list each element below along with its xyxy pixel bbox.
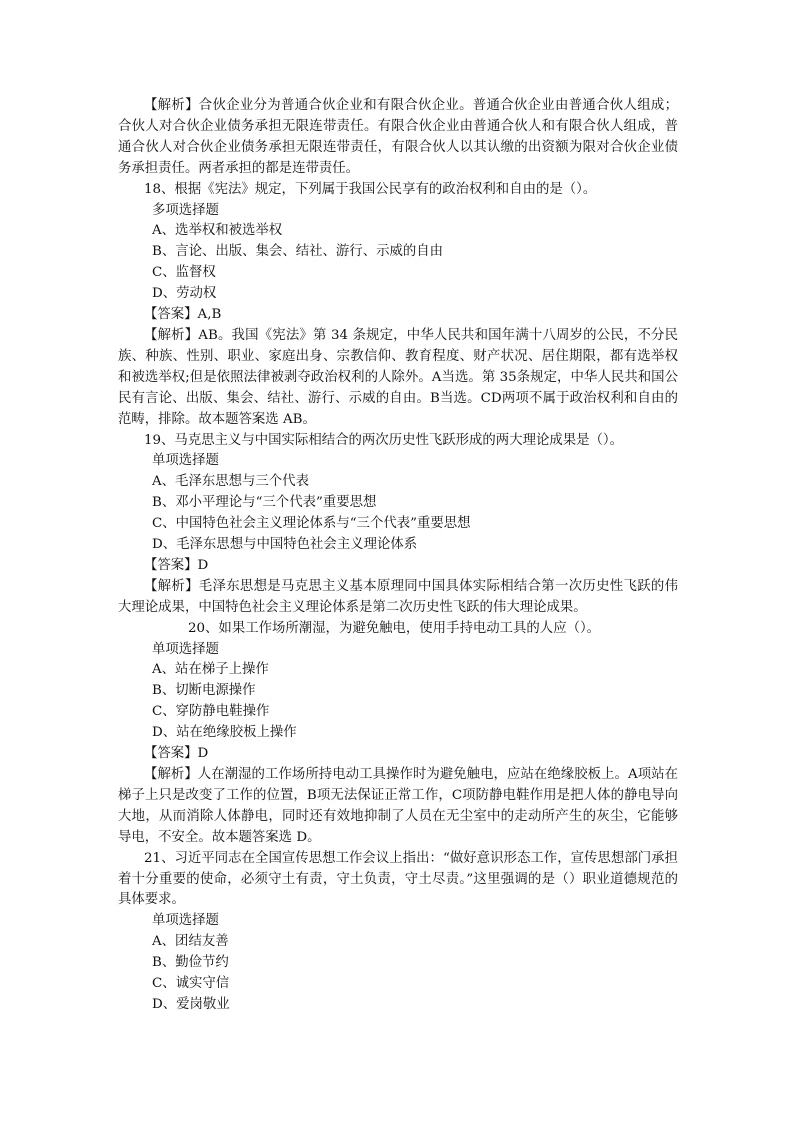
option-20-c: C、穿防静电鞋操作 — [152, 704, 270, 720]
option-18-a: A、选举权和被选举权 — [152, 223, 283, 239]
analysis-19: 【解析】毛泽东思想是马克思主义基本原理同中国具体实际相结合第一次历史性飞跃的伟大理论成果，中国特色社会主义理论体系是第二次历史性飞跃的伟大理论成果。 — [118, 578, 678, 615]
option-18-b: B、言论、出版、集会、结社、游行、示威的自由 — [152, 244, 444, 260]
option-21-a: A、团结友善 — [152, 934, 229, 950]
answer-20: 【答案】D — [144, 746, 209, 762]
analysis-paragraph-17: 【解析】合伙企业分为普通合伙企业和有限合伙企业。普通合伙企业由普通合伙人组成；合伙人对合伙企业债务承担无限连带责任。有限合伙企业由普通合伙人和有限合伙人组成，普通合伙人对合伙企业债务承担无限连带责任，有限合伙人以其认缴的出资额为限对合伙企业债务承担责任。两者承担的都是连带责任。 — [118, 98, 678, 176]
question-type-21: 单项选择题 — [152, 913, 219, 929]
option-21-d: D、爱岗敬业 — [152, 996, 230, 1012]
option-18-d: D、劳动权 — [152, 286, 217, 302]
option-20-b: B、切断电源操作 — [152, 683, 256, 699]
document-body — [118, 96, 678, 1016]
option-18-c: C、监督权 — [152, 265, 216, 281]
analysis-18: 【解析】AB。我国《宪法》第 34 条规定，中华人民共和国年满十八周岁的公民，不分民族、种族、性别、职业、家庭出身、宗教信仰、教育程度、财产状况、居住期限，都有选举权和被选举权;但是依照法律被剥夺政治权利的人除外。A当选。第 35条规定，中华人民共和国公民有言论、出版、集会、结社、游行、示威的自由。B当选。CD两项不属于政治权利和自由的范畴，排除。故本题答案选 AB。 — [118, 327, 678, 427]
option-19-b: B、邓小平理论与“三个代表”重要思想 — [152, 495, 377, 511]
question-21: 21、习近平同志在全国宣传思想工作会议上指出：“做好意识形态工作，宣传思想部门承担着十分重要的使命，必须守土有责，守土负责，守土尽责。”这里强调的是（）职业道德规范的具体要求。 — [118, 850, 678, 908]
option-20-a: A、站在梯子上操作 — [152, 662, 269, 678]
question-type-19: 单项选择题 — [152, 453, 219, 469]
question-18: 18、根据《宪法》规定，下列属于我国公民享有的政治权利和自由的是（）。 — [144, 181, 597, 197]
question-type-18: 多项选择题 — [152, 202, 219, 218]
question-19: 19、马克思主义与中国实际相结合的两次历史性飞跃形成的两大理论成果是（）。 — [144, 432, 624, 448]
option-21-b: B、勤俭节约 — [152, 955, 229, 971]
option-20-d: D、站在绝缘胶板上操作 — [152, 725, 297, 741]
option-21-c: C、诚实守信 — [152, 976, 230, 992]
analysis-20: 【解析】人在潮湿的工作场所持电动工具操作时为避免触电，应站在绝缘胶板上。A项站在梯子上只是改变了工作的位置，B项无法保证正常工作，C项防静电鞋作用是把人体的静电导向大地，从而消除人体静电，同时还有效地抑制了人员在无尘室中的走动所产生的灰尘，它能够导电，不安全。故本题答案选 D。 — [118, 767, 678, 845]
option-19-c: C、中国特色社会主义理论体系与“三个代表”重要思想 — [152, 516, 471, 532]
option-19-d: D、毛泽东思想与中国特色社会主义理论体系 — [152, 537, 418, 553]
option-19-a: A、毛泽东思想与三个代表 — [152, 474, 309, 490]
question-type-20: 单项选择题 — [152, 641, 219, 657]
answer-19: 【答案】D — [144, 557, 209, 573]
question-20: 20、如果工作场所潮湿，为避免触电，使用手持电动工具的人应（）。 — [188, 620, 601, 636]
answer-18: 【答案】A,B — [144, 307, 222, 323]
